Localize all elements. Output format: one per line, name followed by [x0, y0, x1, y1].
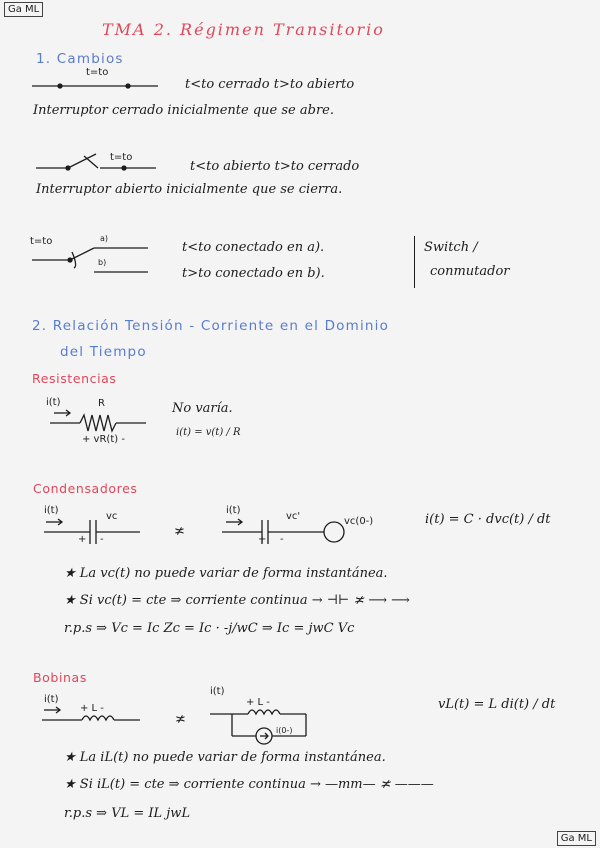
capacitor-rps: r.p.s ⇒ Vc = Ic Zc = Ic · -j/wC ⇒ Ic = jwC Vc — [64, 621, 355, 636]
inductor-polarity: + L - — [80, 703, 104, 714]
capacitor-current: i(t) — [44, 505, 59, 516]
inductor2-current: i(t) — [210, 686, 225, 697]
switch3-line1: t<to conectado en a). — [182, 240, 325, 255]
switch3-line2: t>to conectado en b). — [182, 266, 325, 281]
capacitor2-minus: - — [280, 534, 284, 545]
switch3-note1: Switch / — [424, 240, 478, 255]
switch3-pos-b: b) — [98, 258, 107, 267]
switch-open-diagram — [34, 150, 164, 180]
resistor-voltage: + vR(t) - — [82, 434, 125, 445]
switch2-states: t<to abierto t>to cerrado — [190, 159, 360, 174]
switch3-label: t=to — [30, 236, 53, 247]
switch1-label: t=to — [86, 67, 109, 78]
capacitor-diagram — [44, 512, 154, 552]
not-equivalent-icon: ≭ — [174, 524, 185, 539]
capacitor-voltage: vc — [106, 511, 118, 522]
corner-tag-bottom: Ga ML — [557, 831, 596, 846]
page-title: TMA 2. Régimen Transitorio — [102, 20, 385, 39]
switch3-note2: conmutador — [430, 264, 510, 279]
section2-heading-line2: del Tiempo — [60, 344, 147, 360]
switch2-label: t=to — [110, 152, 133, 163]
capacitor2-voltage: vc' — [286, 511, 301, 522]
capacitor2-plus: + — [258, 534, 267, 545]
switch1-description: Interruptor cerrado inicialmente que se abre. — [33, 103, 334, 118]
not-equivalent-icon-2: ≭ — [175, 712, 186, 727]
bobinas-heading: Bobinas — [33, 670, 87, 685]
resistor-text2: i(t) = v(t) / R — [176, 427, 241, 438]
section2-heading-line1: 2. Relación Tensión - Corriente en el Dominio — [32, 318, 390, 334]
resistor-text1: No varía. — [172, 401, 233, 416]
capacitor-formula: i(t) = C · dvc(t) / dt — [425, 512, 551, 527]
inductor-initial-current: i(0-) — [276, 726, 293, 735]
inductor-bullet1: ★ La iL(t) no puede variar de forma instantánea. — [64, 750, 386, 765]
inductor-current: i(t) — [44, 694, 59, 705]
inductor2-polarity: + L - — [246, 697, 270, 708]
capacitor-plus: + — [78, 534, 87, 545]
capacitor-minus: - — [100, 534, 104, 545]
corner-tag-top: Ga ML — [4, 2, 43, 17]
condensadores-heading: Condensadores — [33, 481, 138, 496]
capacitor2-current: i(t) — [226, 505, 241, 516]
capacitor-initial-voltage: vc(0-) — [344, 516, 374, 527]
inductor-bullet2: ★ Si iL(t) = cte ⇒ corriente continua → —mm— ≭ ——— — [64, 777, 434, 792]
switch3-pos-a: a) — [100, 234, 109, 243]
section1-heading: 1. Cambios — [36, 51, 124, 67]
capacitor-bullet1: ★ La vc(t) no puede variar de forma instantánea. — [64, 566, 388, 581]
capacitor-bullet2: ★ Si vc(t) = cte ⇒ corriente continua → ⊣⊢ ≭ ⟶ ⟶ — [64, 593, 410, 608]
inductor-formula: vL(t) = L di(t) / dt — [438, 697, 556, 712]
note-divider — [414, 236, 415, 288]
resistor-current: i(t) — [46, 397, 61, 408]
resistencias-heading: Resistencias — [32, 371, 117, 386]
resistor-label: R — [98, 398, 105, 409]
inductor-rps: r.p.s ⇒ VL = IL jwL — [64, 806, 191, 821]
switch1-states: t<to cerrado t>to abierto — [185, 77, 355, 92]
switch2-description: Interruptor abierto inicialmente que se cierra. — [36, 182, 343, 197]
